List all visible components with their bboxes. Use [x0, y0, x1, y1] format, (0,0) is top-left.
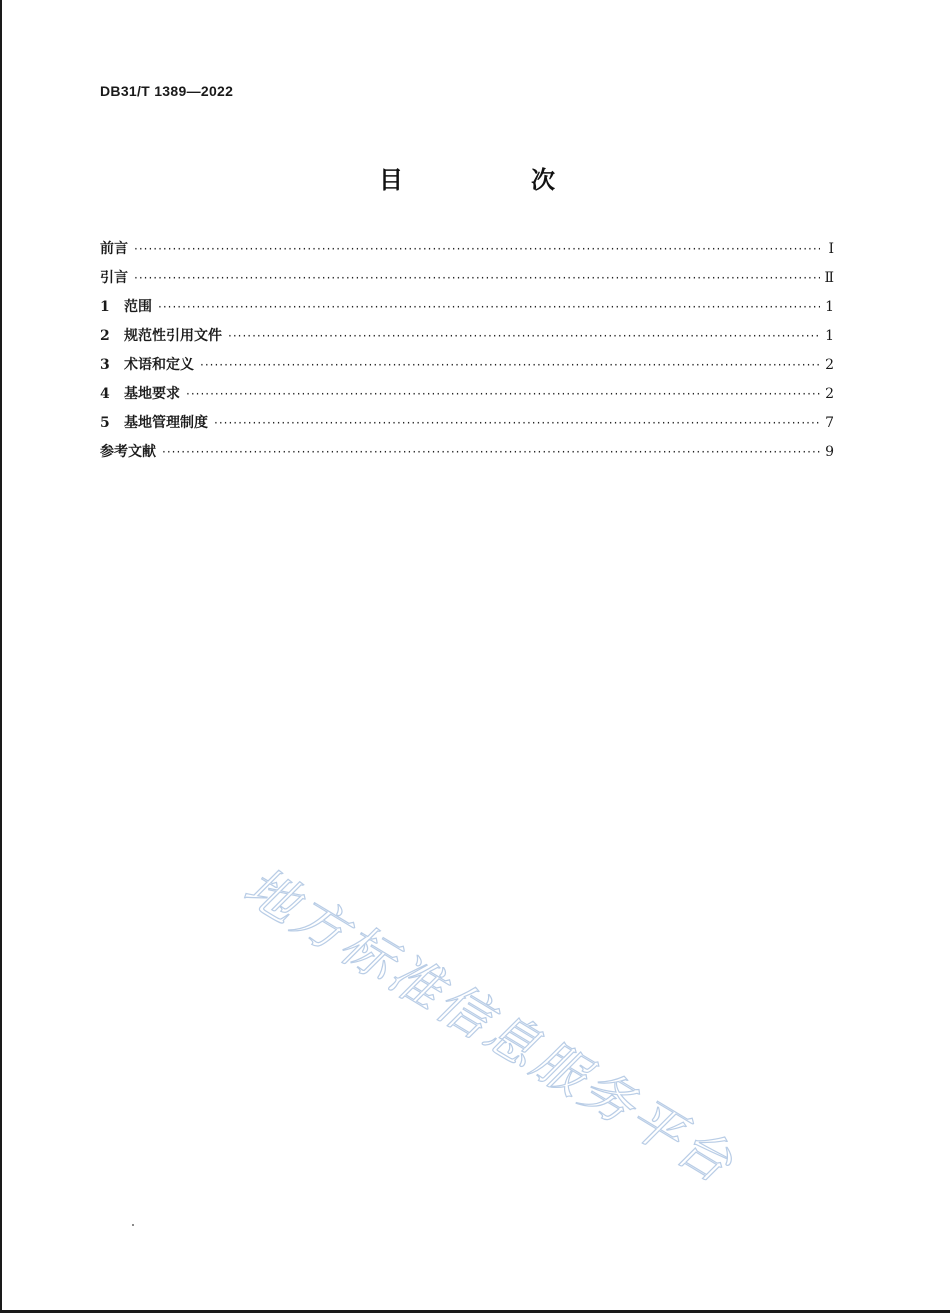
table-of-contents: [100, 238, 834, 470]
toc-entry-label: 基地管理制度: [124, 415, 208, 431]
toc-entry-page: Ⅱ: [824, 270, 834, 286]
dot-leader: [162, 445, 820, 459]
toc-entry-bibliography[interactable]: [100, 441, 834, 470]
toc-entry-page: 1: [825, 299, 834, 315]
document-number: DB31/T 1389—2022: [100, 83, 234, 99]
dot-leader: [134, 242, 820, 256]
toc-entry-number: 2: [100, 328, 110, 344]
toc-title: 目 次: [379, 166, 607, 194]
toc-entry-label: 引言: [100, 270, 128, 286]
dot-leader: [158, 300, 820, 314]
dot-leader: [186, 387, 820, 401]
scan-speck: [132, 1224, 134, 1226]
toc-entry-label: 术语和定义: [124, 357, 194, 373]
toc-entry-label: 基地要求: [124, 386, 180, 402]
toc-entry-page: Ⅰ: [828, 241, 834, 257]
toc-entry-number: 3: [100, 357, 110, 373]
watermark-text: 地方标准信息服务平台: [233, 856, 745, 1197]
toc-entry-page: 1: [825, 328, 834, 344]
toc-entry-foreword[interactable]: [100, 238, 834, 267]
toc-entry-number: 1: [100, 299, 110, 315]
toc-entry-management-system[interactable]: [100, 412, 834, 441]
toc-entry-label: 前言: [100, 241, 128, 257]
toc-entry-terms-definitions[interactable]: [100, 354, 834, 383]
toc-entry-number: 5: [100, 415, 110, 431]
toc-entry-page: 2: [825, 386, 834, 402]
dot-leader: [214, 416, 820, 430]
toc-entry-introduction[interactable]: [100, 267, 834, 296]
toc-entry-normative-references[interactable]: [100, 325, 834, 354]
toc-entry-page: 9: [825, 444, 834, 460]
dot-leader: [200, 358, 820, 372]
toc-entry-label: 规范性引用文件: [124, 328, 222, 344]
toc-entry-scope[interactable]: [100, 296, 834, 325]
toc-entry-number: 4: [100, 386, 110, 402]
dot-leader: [228, 329, 820, 343]
toc-entry-base-requirements[interactable]: [100, 383, 834, 412]
toc-entry-label: 参考文献: [100, 444, 156, 460]
toc-entry-page: 2: [825, 357, 834, 373]
dot-leader: [134, 271, 820, 285]
toc-entry-page: 7: [825, 415, 834, 431]
toc-entry-label: 范围: [124, 299, 152, 315]
